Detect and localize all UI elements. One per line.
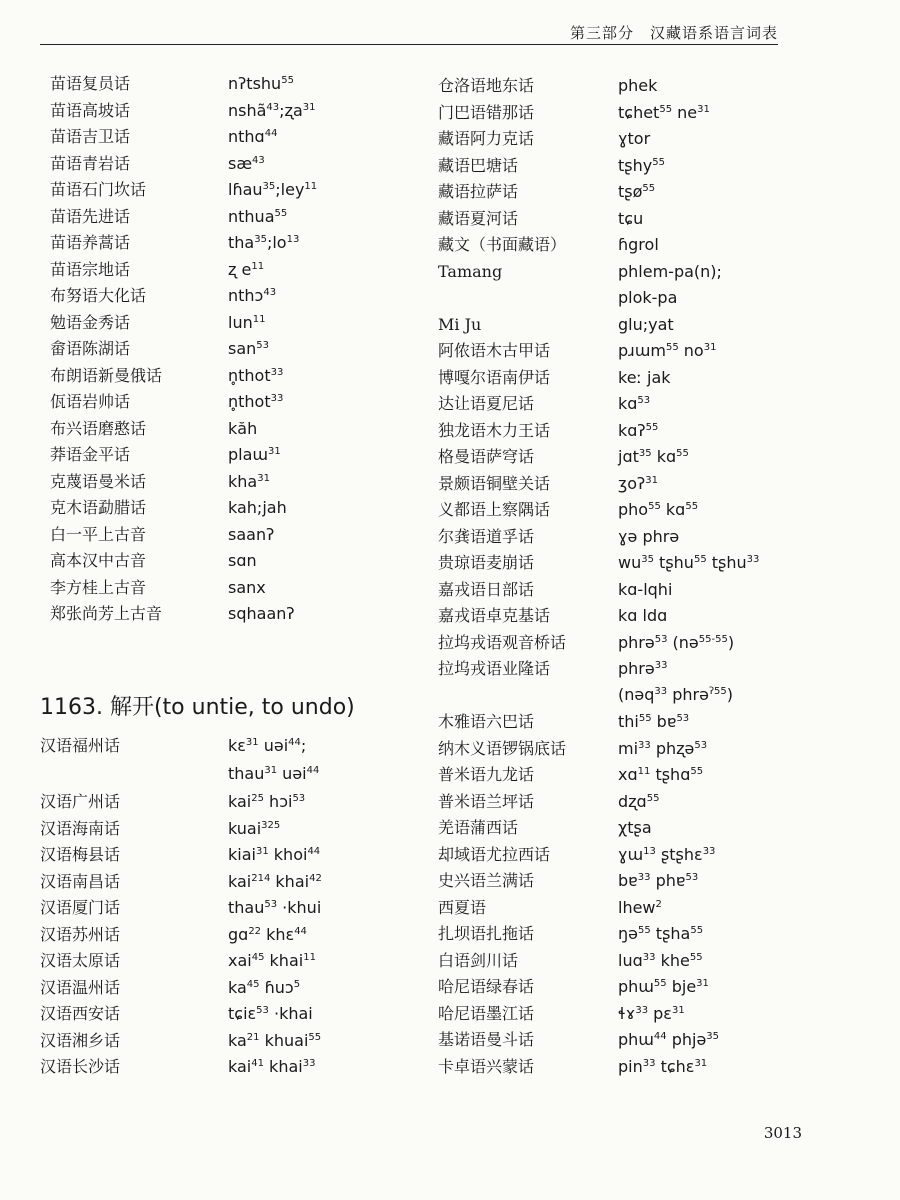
language-name: 独龙语木力王话	[438, 420, 551, 440]
word-form: ɣə phrə	[618, 526, 680, 546]
word-form: kăh	[228, 418, 258, 438]
language-name: 哈尼语绿春话	[438, 977, 535, 996]
word-form: kiai$^{31}$ khoi$^{44}$	[228, 845, 321, 864]
word-form: phrə$^{53}$ (nə$^{55-55}$)	[618, 632, 735, 652]
word-form: ɦgrol	[618, 235, 659, 254]
word-form: nthɔ$^{43}$	[228, 286, 277, 305]
language-name: Mi Ju	[438, 314, 482, 334]
language-name: 藏语夏河话	[438, 208, 519, 228]
language-name: 高本汉中古音	[50, 551, 147, 570]
language-name: 汉语温州话	[40, 977, 121, 997]
word-form: saanʔ	[228, 524, 275, 544]
language-name: 白语剑川话	[438, 950, 519, 970]
word-form: san$^{53}$	[228, 339, 270, 358]
language-name: 博嘎尔语南伊话	[438, 367, 551, 387]
word-form: $sæ^{43}$	[228, 153, 265, 173]
language-name: 藏文（书面藏语）	[438, 235, 567, 254]
language-name: 达让语夏尼话	[438, 394, 535, 413]
language-name: 苗语吉卫话	[50, 127, 131, 146]
language-name: 汉语海南话	[40, 818, 121, 838]
word-form: kha$^{31}$	[228, 471, 270, 491]
language-name: 佤语岩帅话	[50, 392, 131, 411]
word-form: xɑ$^{11}$ tʂhɑ$^{55}$	[618, 765, 704, 784]
page-number: 3013	[763, 1124, 802, 1142]
word-form: tɕu	[618, 208, 644, 228]
word-form: $ka^{21}$ khuai$^{55}$	[228, 1030, 322, 1050]
word-form: kɑ-lqhi	[618, 579, 673, 599]
word-form: pho$^{55}$ kɑ$^{55}$	[618, 500, 699, 519]
word-form: $wu^{35}$ tʂhu$^{55}$ tʂhu$^{33}$	[618, 553, 760, 572]
language-name: 汉语西安话	[40, 1004, 121, 1023]
word-form: tɕhet$^{55}$ $ne^{31}$	[618, 102, 710, 122]
language-name: 藏语拉萨话	[438, 182, 519, 201]
language-name: 勉语金秀话	[50, 312, 131, 332]
word-form: gɑ$^{22}$ khɛ$^{44}$	[228, 924, 307, 944]
language-name: 史兴语兰满话	[438, 871, 535, 890]
word-form: ʒoʔ$^{31}$	[618, 473, 658, 493]
language-name: 普米语九龙话	[438, 765, 535, 784]
word-form: n̥thot$^{33}$	[228, 365, 284, 385]
word-form: luɑ$^{33}$ khe$^{55}$	[618, 950, 703, 970]
word-form: $tha^{35};lo^{13}$	[228, 233, 300, 252]
word-form: nthua$^{55}$	[228, 206, 288, 226]
language-name: 苗语先进话	[50, 206, 131, 226]
word-form: thau$^{31}$ uəi$^{44}$	[228, 764, 320, 783]
word-form: lɦau$^{35}$;ley$^{11}$	[228, 180, 318, 199]
language-name: 莽语金平话	[50, 445, 131, 464]
language-name: 汉语苏州话	[40, 924, 121, 944]
language-name: 布努语大化话	[50, 286, 147, 305]
language-name: 藏语巴塘话	[438, 155, 519, 175]
language-name: 景颇语铜壁关话	[438, 473, 551, 493]
word-form: dʐɑ$^{55}$	[618, 791, 660, 811]
language-name: 拉坞戎语观音桥话	[438, 632, 567, 652]
word-form: tʂø$^{55}$	[618, 182, 656, 201]
word-form: keː jak	[618, 367, 671, 387]
language-name: 苗语养蒿话	[50, 233, 131, 252]
language-name: 嘉戎语日部话	[438, 579, 535, 599]
word-form: glu;yat	[618, 314, 674, 334]
word-form: kah;jah	[228, 498, 287, 517]
word-form: ŋə$^{55}$ tʂha$^{55}$	[618, 924, 704, 943]
language-name: 苗语复员话	[50, 74, 131, 93]
word-form: ɣtor	[618, 129, 651, 148]
word-form: lhew$^2$	[618, 897, 662, 917]
word-form: kai$^{214}$ khai$^{42}$	[228, 871, 322, 891]
word-form: lun$^{11}$	[228, 312, 266, 332]
language-name: 木雅语六巴话	[438, 712, 535, 731]
language-name: 畲语陈湖话	[50, 339, 131, 358]
word-form: ʐ $e^{11}$	[228, 259, 265, 279]
language-name: 仓洛语地东话	[438, 76, 535, 95]
language-name: 却域语尤拉西话	[438, 844, 551, 864]
language-name: 苗语高坡话	[50, 100, 131, 120]
language-name: 汉语长沙话	[40, 1057, 121, 1076]
language-name: 门巴语错那话	[438, 102, 535, 122]
language-name: 尔龚语道孚话	[438, 526, 535, 546]
language-name: 李方桂上古音	[50, 577, 147, 597]
word-form: kai$^{41}$ khai$^{33}$	[228, 1057, 316, 1076]
section-title: 1163. 解开(to untie, to undo)	[40, 695, 355, 720]
word-form: phɯ$^{55}$ bje$^{31}$	[618, 977, 709, 996]
language-name: Tamang	[438, 261, 503, 281]
word-form: phrə$^{33}$	[618, 659, 668, 678]
word-form: tʂhy$^{55}$	[618, 155, 665, 175]
running-header	[40, 0, 778, 50]
word-form: n̥thot$^{33}$	[228, 392, 284, 411]
language-name: 克蔑语曼米话	[50, 471, 147, 491]
word-form: thau$^{53}$ ·khui	[228, 898, 322, 917]
language-name: 普米语兰坪话	[438, 791, 535, 811]
word-form: $mi^{33}$ phʐə$^{53}$	[618, 738, 708, 758]
language-name: 贵琼语麦崩话	[438, 553, 535, 572]
word-form: sqhaanʔ	[228, 604, 295, 623]
header-title: 第三部分 汉藏语系语言词表	[569, 24, 778, 42]
word-form: thi$^{55}$ bɐ$^{53}$	[618, 712, 690, 731]
language-name: 汉语太原话	[40, 951, 121, 970]
language-name: 基诺语曼斗话	[438, 1030, 535, 1049]
language-name: 汉语梅县话	[40, 845, 121, 864]
word-form: kɑʔ$^{55}$	[618, 420, 659, 440]
word-form: xai$^{45}$ khai$^{11}$	[228, 951, 316, 970]
word-form: kɛ$^{31}$ uəi$^{44}$;	[228, 736, 307, 755]
word-form: plok-pa	[618, 287, 678, 307]
language-name: 格曼语萨穹话	[438, 447, 535, 466]
language-name: 西夏语	[438, 897, 487, 917]
language-name: 白一平上古音	[50, 524, 147, 544]
word-form: sɑn	[228, 551, 257, 570]
language-name: 汉语厦门话	[40, 898, 121, 917]
word-form: nthɑ$^{44}$	[228, 127, 278, 146]
word-form: ɬɤ$^{33}$ pɛ$^{31}$	[618, 1003, 685, 1023]
language-name: 纳木义语锣锅底话	[438, 738, 567, 758]
word-form: kɑ$^{53}$	[618, 394, 651, 413]
word-form: kɑ ldɑ	[618, 606, 668, 625]
language-name: 义都语上察隅话	[438, 500, 551, 519]
language-name: 哈尼语墨江话	[438, 1003, 535, 1023]
word-form: tɕiɛ$^{53}$ ·khai	[228, 1004, 313, 1023]
language-name: 汉语福州话	[40, 736, 121, 755]
word-form: phlem-pa(n);	[618, 261, 722, 281]
language-name: 羌语蒲西话	[438, 818, 519, 837]
language-name: 布朗语新曼俄话	[50, 365, 163, 385]
word-form: (nəq$^{33}$ phrə$^{ʔ55}$)	[618, 685, 734, 704]
language-name: 嘉戎语卓克基话	[438, 606, 551, 625]
word-form: plaɯ$^{31}$	[228, 445, 281, 464]
language-name: 汉语湘乡话	[40, 1030, 121, 1050]
language-name: 苗语青岩话	[50, 153, 131, 173]
language-name: 卡卓语兴蒙话	[438, 1056, 535, 1076]
word-form: ɣɯ$^{13}$ ʂtʂhɛ$^{33}$	[618, 844, 716, 864]
word-form: pɹɯm$^{55}$ $no^{31}$	[618, 341, 717, 360]
language-name: 克木语勐腊话	[50, 498, 147, 517]
word-form: phek	[618, 76, 658, 95]
language-name: 苗语宗地话	[50, 259, 131, 279]
language-name: 阿侬语木古甲话	[438, 341, 551, 360]
header-rule	[40, 44, 778, 45]
word-form: kai$^{25}$ hɔi$^{53}$	[228, 792, 306, 811]
language-name: 郑张尚芳上古音	[50, 604, 163, 623]
word-form: phɯ$^{44}$ phjə$^{35}$	[618, 1030, 720, 1049]
language-name: 汉语广州话	[40, 792, 121, 811]
language-name: 苗语石门坎话	[50, 180, 147, 199]
word-form: $ka^{45}$ ɦuɔ$^5$	[228, 977, 301, 997]
word-form: χtʂa	[618, 818, 652, 837]
language-name: 扎坝语扎拖话	[438, 924, 535, 943]
language-name: 藏语阿力克话	[438, 129, 535, 148]
word-form: pin$^{33}$ tɕhɛ$^{31}$	[618, 1056, 708, 1076]
language-name: 布兴语磨憨话	[50, 418, 147, 438]
language-name: 拉坞戎语业隆话	[438, 659, 551, 678]
word-form: sanx	[228, 577, 266, 597]
word-form: bɐ$^{33}$ phɐ$^{53}$	[618, 871, 699, 890]
language-name: 汉语南昌话	[40, 871, 121, 891]
word-form: kuai$^{325}$	[228, 818, 281, 838]
word-form: nshã$^{43}$;ʐa$^{31}$	[228, 100, 316, 120]
word-form: jɑt$^{35}$ kɑ$^{55}$	[618, 447, 689, 466]
word-form: nʔtshu$^{55}$	[228, 74, 294, 93]
